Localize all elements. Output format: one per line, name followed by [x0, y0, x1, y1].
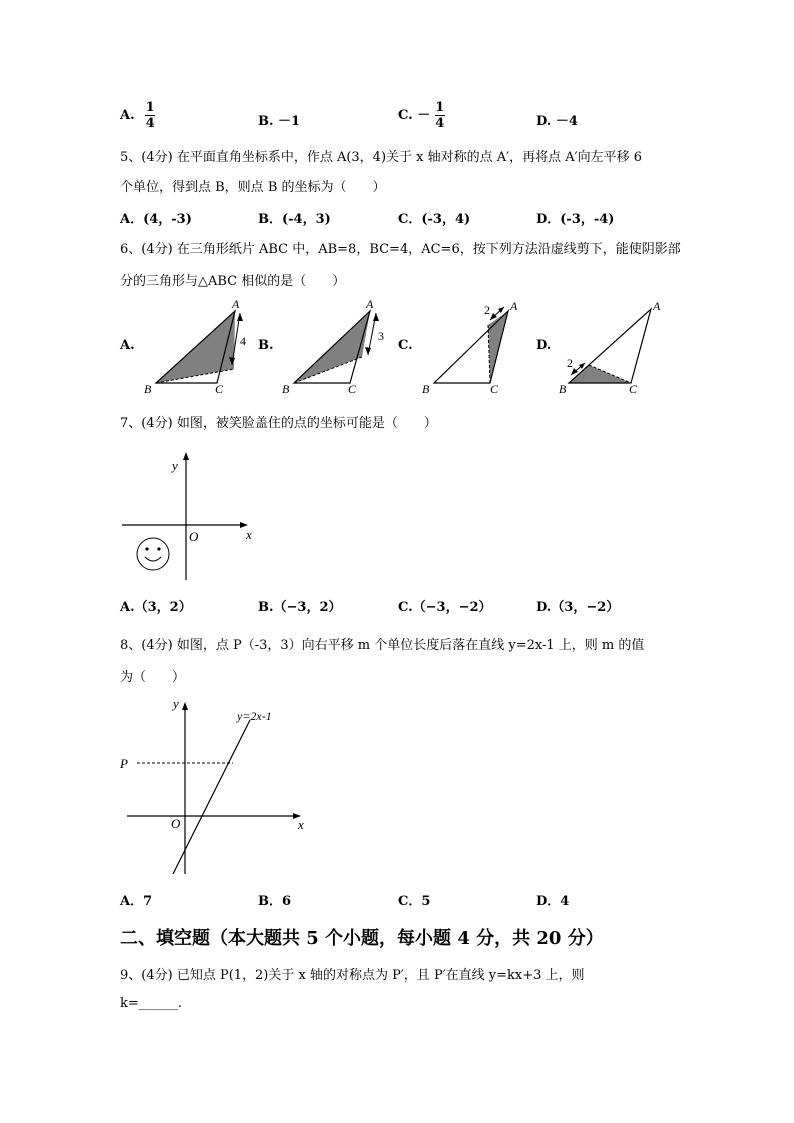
- measure-label: 2: [484, 303, 490, 317]
- measure-label: 2: [567, 356, 573, 370]
- q4-option-c: [398, 100, 445, 131]
- q8-option-a: A．7: [120, 894, 153, 909]
- triangle-abc: [569, 309, 651, 383]
- point-p-label: P: [120, 756, 128, 771]
- x-axis-label: x: [246, 527, 252, 542]
- vertex-c-label: C: [215, 382, 224, 396]
- q4-option-c-sign: －: [417, 108, 431, 123]
- q8-stem-line2: 为（ ）: [120, 670, 186, 685]
- q5-option-d: D．(-3，-4): [536, 212, 615, 227]
- q4-option-b-value: －1: [278, 114, 301, 129]
- measure-label: 3: [378, 329, 384, 343]
- q5-stem-line1: 5、(4分) 在平面直角坐标系中，作点 A(3，4)关于 x 轴对称的点 A′，再将点 A′向左平移 6: [120, 150, 642, 165]
- q8-stem-line1: 8、(4分) 如图，点 P（-3，3）向右平移 m 个单位长度后落在直线 y=2x-1 上，则 m 的值: [120, 638, 645, 653]
- q4-option-d: [536, 110, 578, 129]
- vertex-b-label: B: [559, 382, 567, 396]
- q7-option-c: C.（−3，−2）: [398, 600, 492, 615]
- q8-figure: [115, 692, 315, 877]
- measure-label: 4: [240, 334, 246, 348]
- q7-stem-line1: 7、(4分) 如图，被笑脸盖住的点的坐标可能是（ ）: [120, 416, 437, 431]
- section-title: 二、填空题（本大题共 5 个小题，每小题 4 分，共 20 分）: [120, 928, 604, 949]
- arrow-head-top: [237, 313, 243, 321]
- vertex-a-label: A: [510, 299, 518, 313]
- q8-option-b: B．6: [258, 894, 292, 909]
- origin-label: O: [171, 816, 181, 831]
- y-axis-arrow: [182, 702, 188, 710]
- q6-stem-line2: 分的三角形与△ABC 相似的是（ ）: [120, 274, 346, 289]
- fraction-numerator: 1: [435, 100, 445, 115]
- vertex-c-label: C: [348, 382, 357, 396]
- vertex-b-label: B: [282, 382, 290, 396]
- arrow-head-top: [373, 313, 379, 321]
- q4-option-a-label: A.: [120, 108, 135, 123]
- vertex-c-label: C: [490, 382, 499, 396]
- q4-option-b-label: B.: [258, 114, 274, 129]
- q6-figure-a: [140, 295, 255, 400]
- q6-stem-line1: 6、(4分) 在三角形纸片 ABC 中，AB=8，BC=4，AC=6，按下列方法沿虚线剪下，能使阴影部: [120, 242, 681, 257]
- q8-option-c: C．5: [398, 894, 431, 909]
- smiley-face-icon: [137, 538, 169, 570]
- q6-option-d-label: D.: [536, 338, 552, 353]
- line-label: y=2x-1: [237, 709, 272, 723]
- q4-option-c-label: C.: [398, 108, 413, 123]
- y-axis-arrow: [183, 452, 189, 460]
- q9-stem-line1: 9、(4分) 已知点 P(1，2)关于 x 轴的对称点为 P′，且 P′在直线 y=kx+3 上，则: [120, 968, 585, 983]
- q4-option-d-value: －4: [555, 114, 578, 129]
- y-axis-label: y: [173, 696, 179, 711]
- q5-option-a: A．(4，-3): [120, 212, 192, 227]
- vertex-b-label: B: [422, 382, 430, 396]
- x-axis-label: x: [298, 817, 304, 832]
- q4-option-a-fraction: [145, 100, 155, 131]
- q5-stem-line2: 个单位，得到点 B，则点 B 的坐标为（ ）: [120, 180, 386, 195]
- vertex-a-label: A: [366, 297, 374, 311]
- vertex-b-label: B: [144, 382, 152, 396]
- q7-option-a: A.（3，2）: [120, 600, 192, 615]
- q6-figure-b: [280, 295, 395, 400]
- y-axis-label: y: [172, 458, 178, 473]
- q6-figure-d: [555, 295, 670, 400]
- arrow-head-bottom: [365, 347, 371, 355]
- arrow-head-top: [579, 363, 585, 369]
- vertex-a-label: A: [232, 297, 240, 311]
- q7-option-d: D.（3，−2）: [536, 600, 620, 615]
- q6-option-c-label: C.: [398, 338, 413, 353]
- q5-option-c: C．(-3，4): [398, 212, 471, 227]
- q6-option-b-label: B.: [258, 338, 274, 353]
- q4-option-a: [120, 100, 155, 131]
- q8-option-d: D．4: [536, 894, 570, 909]
- q4-option-d-label: D.: [536, 114, 552, 129]
- q6-option-a-label: A.: [120, 338, 135, 353]
- origin-label: O: [189, 529, 199, 544]
- q4-option-c-fraction: [435, 100, 445, 131]
- q7-option-b: B.（−3，2）: [258, 600, 342, 615]
- fraction-denominator: 4: [145, 116, 155, 131]
- fraction-numerator: 1: [145, 100, 155, 115]
- q4-option-b: [258, 110, 300, 129]
- q9-stem-line2: k=______.: [120, 996, 182, 1011]
- fraction-denominator: 4: [435, 116, 445, 131]
- vertex-a-label: A: [653, 299, 661, 313]
- vertex-c-label: C: [629, 382, 638, 396]
- q5-option-b: B．(-4，3): [258, 212, 331, 227]
- q7-figure: [118, 450, 268, 585]
- q6-figure-c: [420, 295, 535, 400]
